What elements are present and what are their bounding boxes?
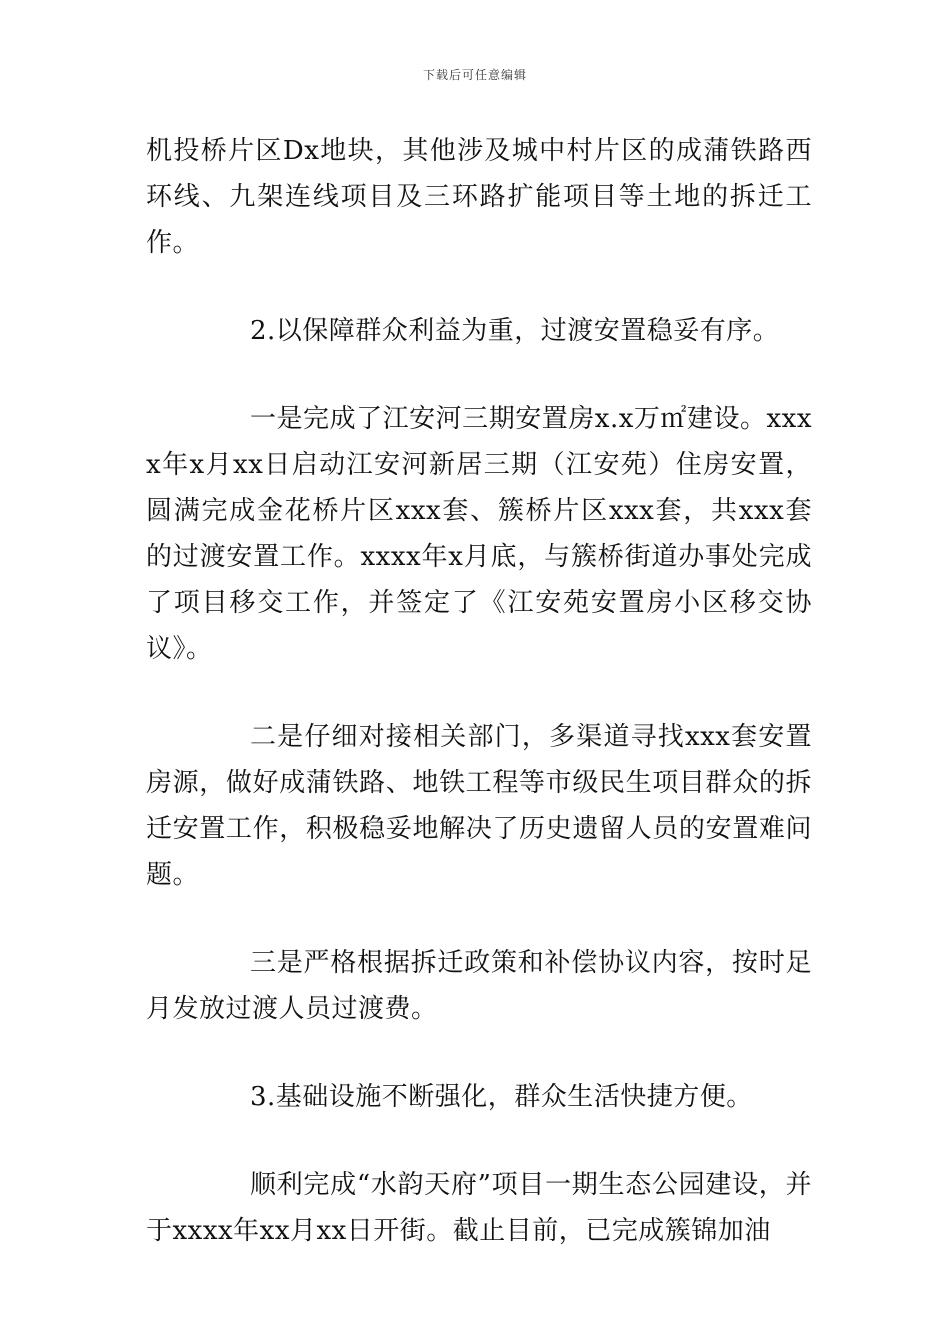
paragraph-gap (146, 898, 812, 940)
paragraph-5: 三是严格根据拆迁政策和补偿协议内容，按时足月发放过渡人员过渡费。 (146, 948, 812, 1024)
paragraph-7: 顺利完成“水韵天府”项目一期生态公园建设，并于xxxx年xx月xx日开街。截止目前，已完成簇锦加油 (146, 1170, 812, 1246)
paragraph-gap (146, 672, 812, 714)
section-heading-3: 3.基础设施不断强化，群众生活快捷方便。 (250, 1082, 753, 1112)
paragraph-gap (146, 1120, 812, 1162)
section-heading-2: 2.以保障群众利益为重，过渡安置稳妥有序。 (250, 316, 780, 346)
page-header: 下载后可任意编辑 (422, 68, 527, 82)
paragraph-gap (146, 266, 812, 308)
paragraph-3: 一是完成了江安河三期安置房x.x万㎡建设。xxxx年x月xx日启动江安河新居三期（江安苑）住房安置，圆满完成金花桥片区xxx套、簇桥片区xxx套，共xxx套的过渡安置工作。xxxx年x月底，与簇桥街道办事处完成了项目移交工作，并签定了《江安苑安置房小区移交协议》。 (146, 404, 812, 664)
paragraph-1: 机投桥片区Dx地块，其他涉及城中村片区的成蒲铁路西环线、九架连线项目及三环路扩能项目等土地的拆迁工作。 (146, 136, 812, 258)
paragraph-4: 二是仔细对接相关部门，多渠道寻找xxx套安置房源，做好成蒲铁路、地铁工程等市级民生项目群众的拆迁安置工作，积极稳妥地解决了历史遗留人员的安置难问题。 (146, 722, 812, 890)
paragraph-gap (146, 354, 812, 396)
document-body (146, 128, 812, 1254)
paragraph-gap (146, 1032, 812, 1074)
